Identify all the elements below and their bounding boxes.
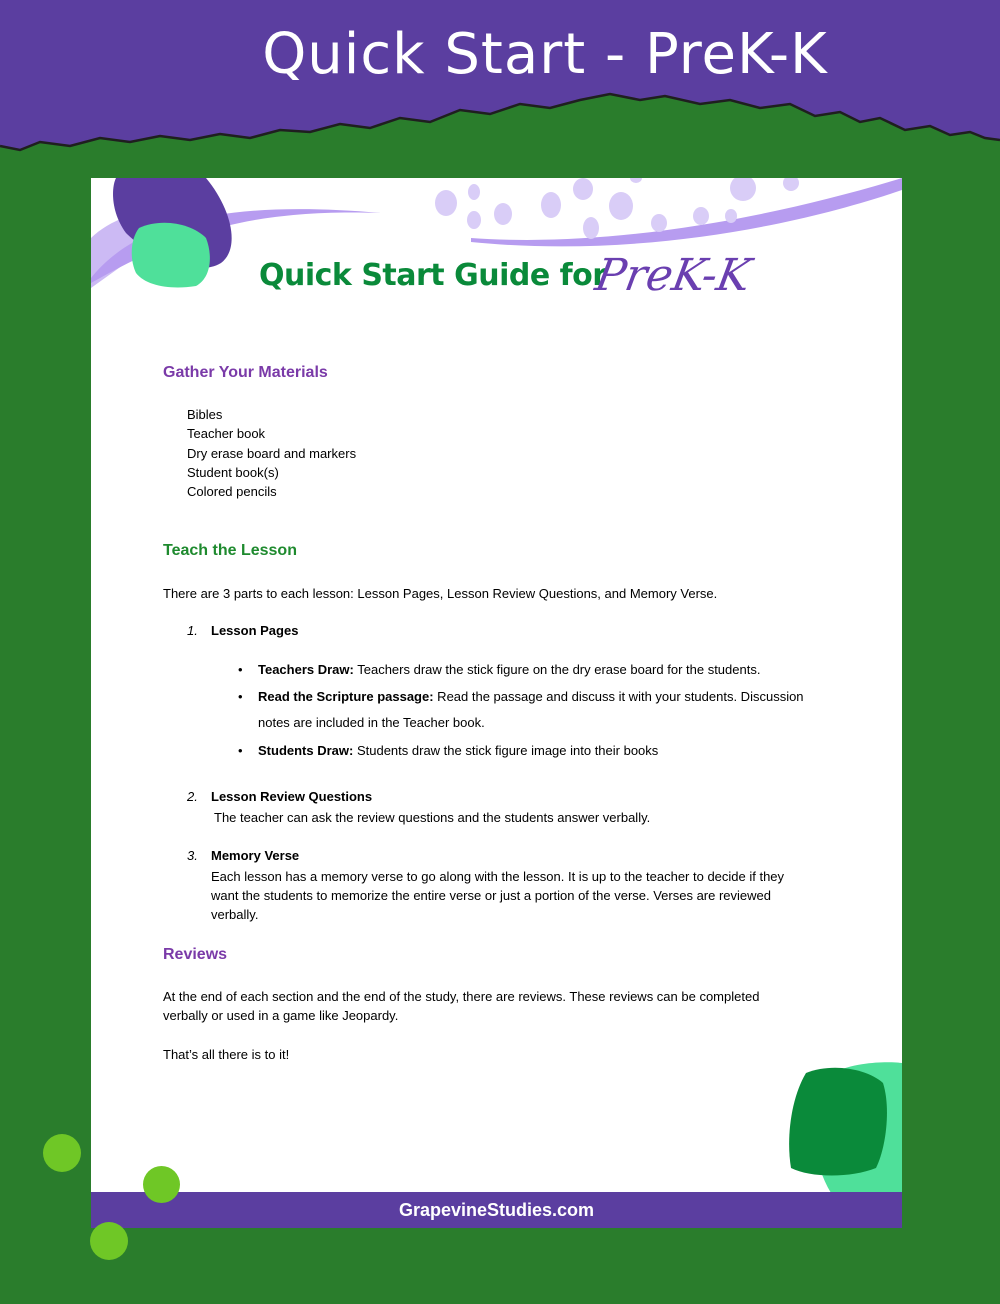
list-item: Bibles (187, 407, 223, 422)
bullet-text: Read the passage and discuss it with your students. Discussion (433, 689, 804, 704)
document-page (91, 178, 902, 1228)
reviews-line: At the end of each section and the end of the study, there are reviews. These reviews can be completed (163, 989, 760, 1004)
bullet-dot: • (238, 662, 243, 677)
bullet-item (238, 662, 761, 677)
bullet-bold: Teachers Draw: (258, 662, 354, 677)
part-number: 1. (187, 623, 198, 638)
footer-site: GrapevineStudies.com (398, 1200, 595, 1220)
bullet-text: Students draw the stick figure image into their books (353, 743, 659, 758)
banner-title: Quick Start - PreK-K (262, 22, 828, 87)
part-number: 2. (187, 789, 198, 804)
bullet-bold: Read the Scripture passage: (258, 689, 434, 704)
materials-heading: Gather Your Materials (163, 364, 328, 381)
guide-title-main: Quick Start Guide for (259, 258, 607, 293)
list-item: Colored pencils (187, 484, 277, 500)
part-body-line: want the students to memorize the entire verse or just a portion of the verse. Verses are reviewed (211, 888, 772, 903)
list-item: Student book(s) (187, 464, 279, 480)
bullet-item (238, 689, 804, 704)
reviews-line: verbally or used in a game like Jeopardy. (163, 1008, 399, 1023)
guide-title-script: PreK-K (591, 250, 755, 301)
part-number: 3. (187, 848, 198, 863)
green-dot (90, 1222, 128, 1260)
green-dot (143, 1166, 180, 1203)
bullet-dot: • (238, 743, 243, 758)
bullet-item (238, 743, 659, 758)
part-body-line: verbally. (211, 907, 259, 922)
list-item: Dry erase board and markers (187, 445, 357, 461)
part-title: Memory Verse (211, 848, 300, 863)
green-dot (43, 1134, 81, 1172)
reviews-heading: Reviews (163, 946, 228, 963)
bullet-text: Teachers draw the stick figure on the dry erase board for the students. (353, 662, 761, 677)
top-banner (0, 0, 1000, 175)
teach-heading: Teach the Lesson (163, 542, 297, 559)
part-title: Lesson Review Questions (211, 789, 373, 804)
list-item: Teacher book (187, 426, 266, 442)
part-body-line: Each lesson has a memory verse to go along with the lesson. It is up to the teacher to decide if they (211, 869, 785, 884)
page-footer (91, 1192, 902, 1228)
bullet-continuation: notes are included in the Teacher book. (258, 715, 485, 730)
teach-intro: There are 3 parts to each lesson: Lesson Pages, Lesson Review Questions, and Memory Verse. (163, 586, 718, 601)
part-title: Lesson Pages (211, 623, 299, 638)
materials-list (187, 405, 356, 501)
part-body: The teacher can ask the review questions and the students answer verbally. (214, 810, 651, 825)
bullet-dot: • (238, 689, 243, 704)
closing-text: That’s all there is to it! (163, 1047, 290, 1062)
bullet-bold: Students Draw: (258, 743, 354, 758)
